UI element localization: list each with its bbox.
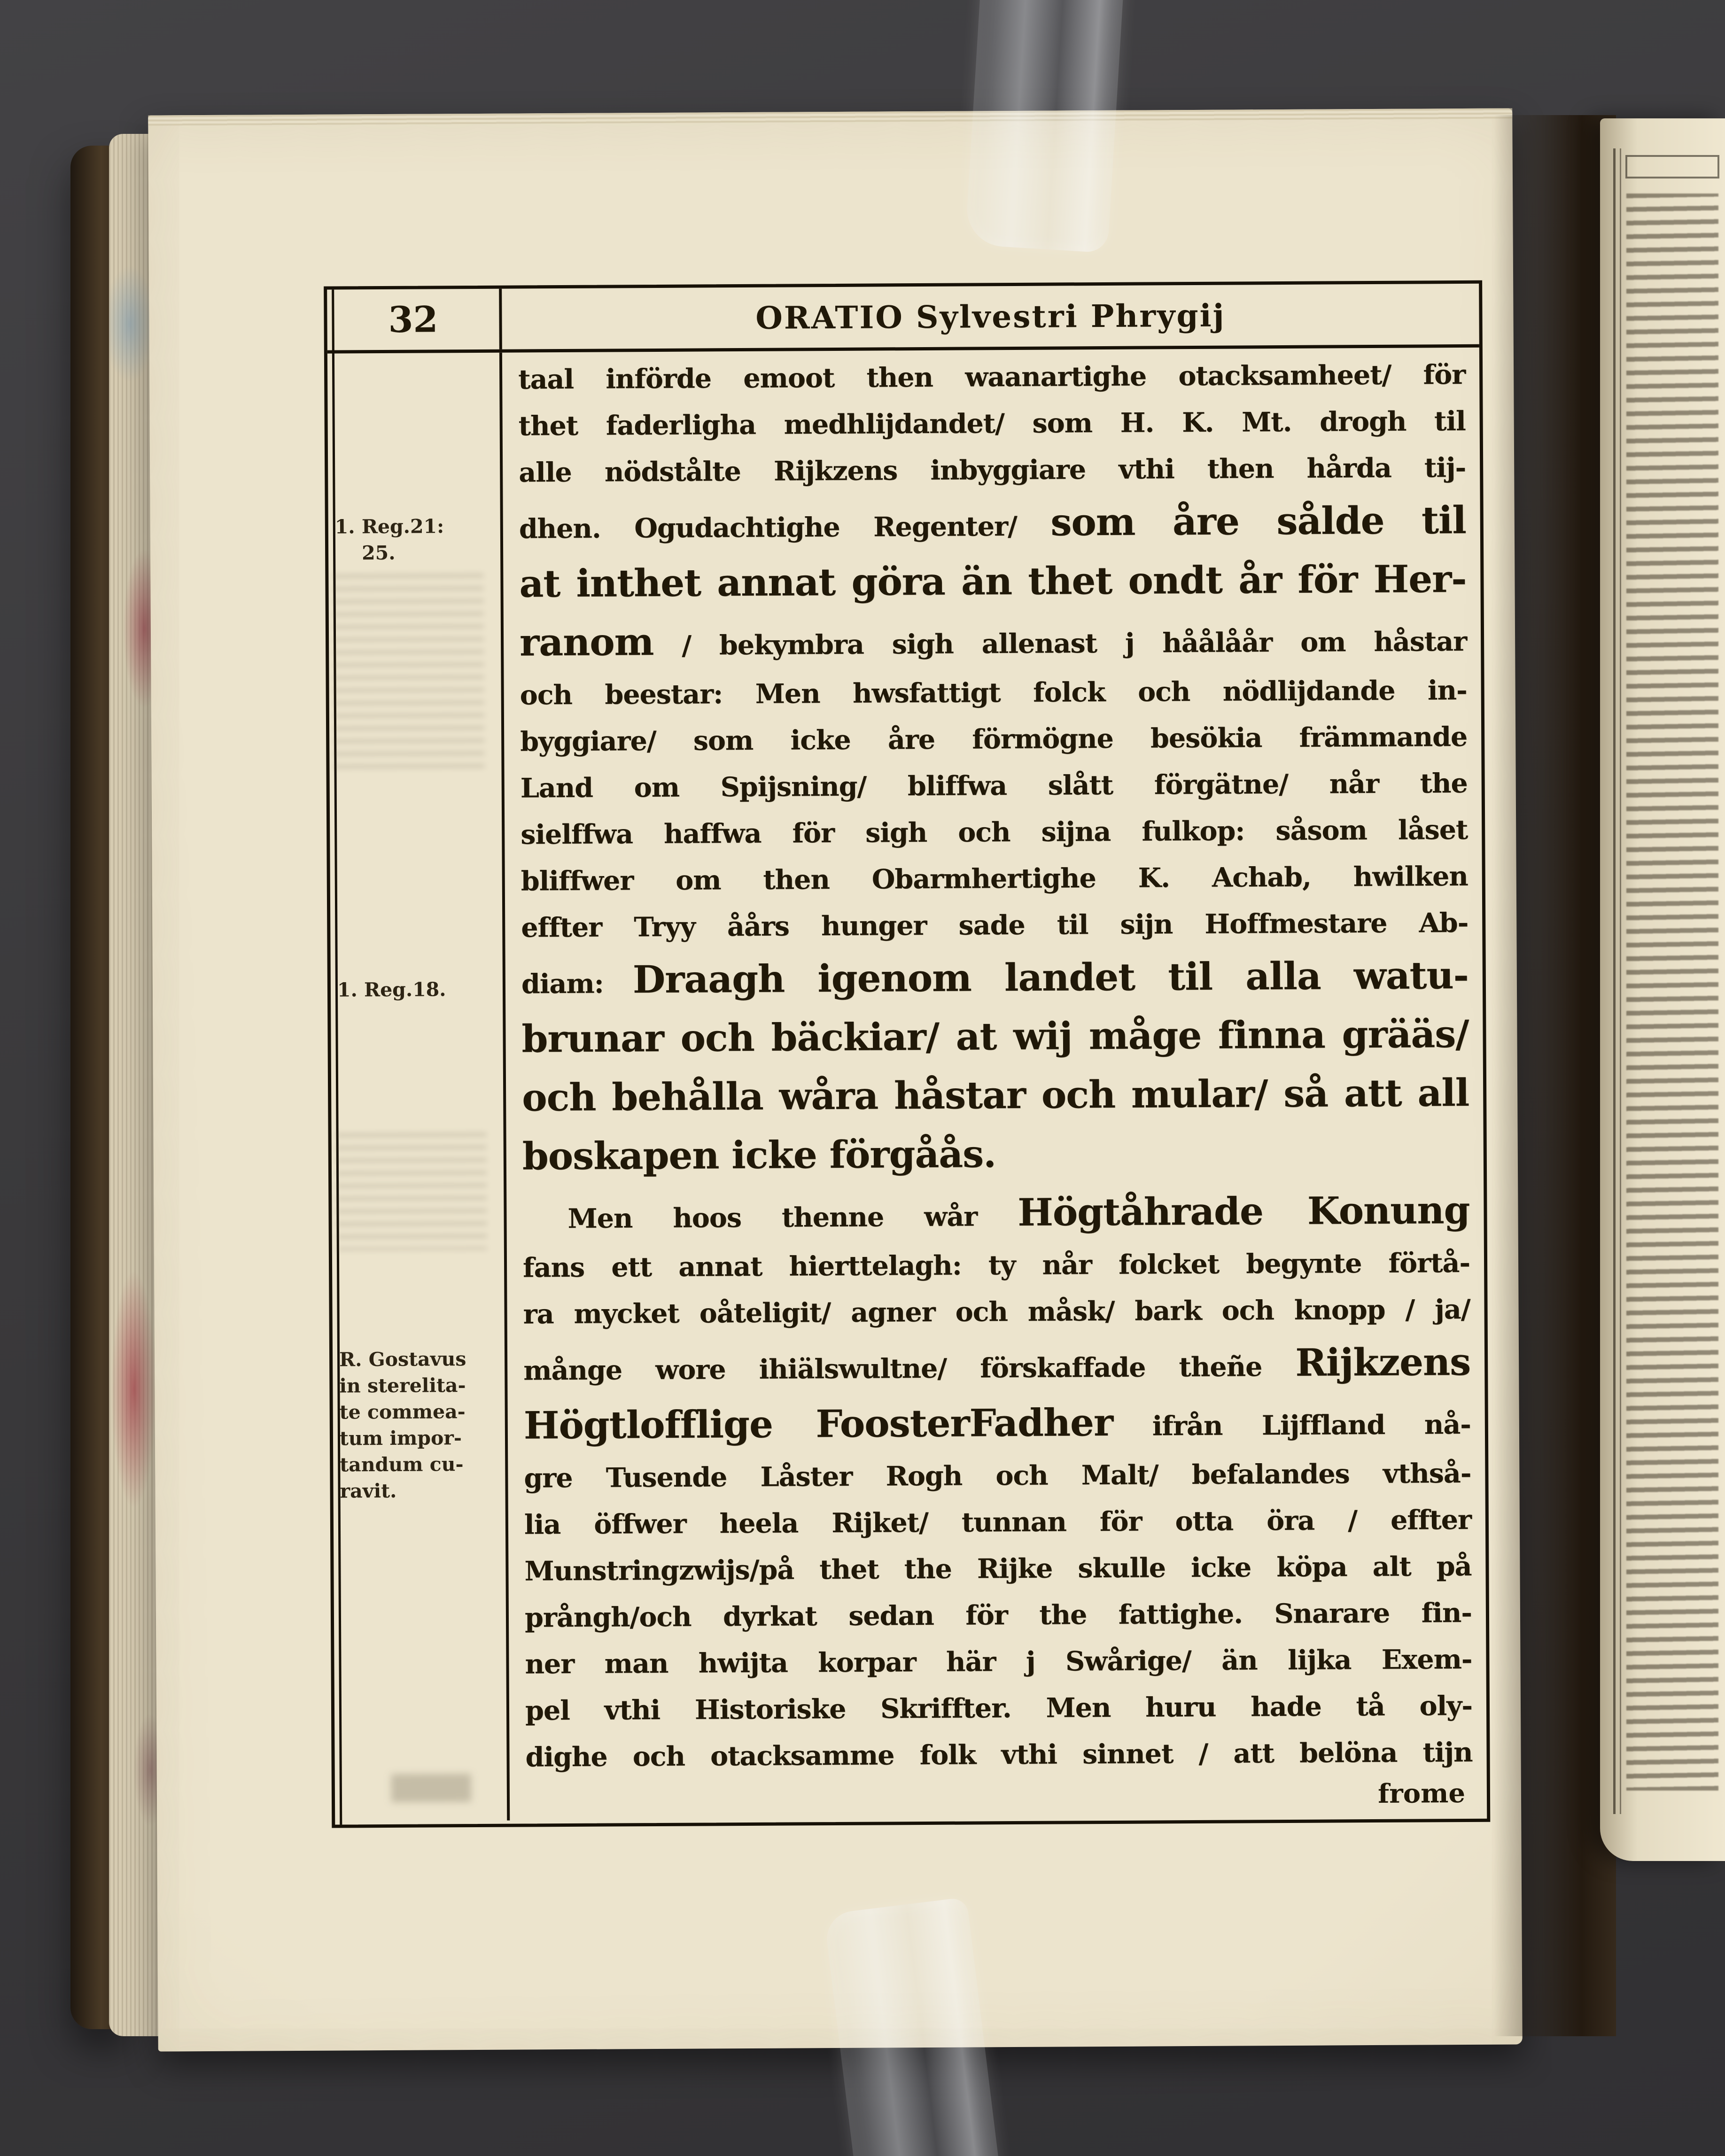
facing-page-text-lines: [1626, 194, 1718, 1791]
body-text-line: [521, 853, 1468, 905]
body-text-line: [522, 1122, 1470, 1186]
body-text-line: [525, 1683, 1472, 1734]
body-text-segment: ner man hwijta korpar här j Swårige/ än lijka Exem-: [525, 1643, 1472, 1680]
body-text-line: [519, 550, 1467, 613]
body-text-segment: dhen. Ogudachtighe Regenter/: [519, 510, 1051, 545]
body-text-line: [519, 491, 1466, 555]
facing-page-rule: [1620, 148, 1621, 1814]
body-text-line: [524, 1391, 1471, 1455]
body-text-line: [524, 1543, 1471, 1595]
body-text-segment: sielffwa haffwa för sigh och sijna fulkop: såsom låset: [521, 814, 1468, 851]
body-text-segment: som åre sålde til: [1050, 497, 1467, 544]
running-header: [327, 284, 1479, 354]
left-page: [148, 108, 1523, 2051]
body-text-line: [523, 1286, 1470, 1338]
body-text-line: [522, 1181, 1470, 1245]
body-text-line: [522, 1063, 1469, 1127]
body-text-segment: ra mycket oåteligit/ agner och måsk/ bark och knopp / ja/: [523, 1293, 1470, 1330]
body-text-line: [518, 398, 1465, 450]
body-text-segment: dighe och otacksamme folk vthi sinnet / att belöna tijn: [525, 1736, 1473, 1773]
text-frame: [324, 280, 1490, 1828]
body-text-segment: och beestar: Men hwsfattigt folck och nödlijdande in-: [520, 674, 1467, 711]
catchword: frome: [1377, 1778, 1466, 1809]
body-text-segment: pel vthi Historiske Skriffter. Men huru hade tå oly-: [525, 1690, 1473, 1727]
body-text-line: [524, 1450, 1471, 1502]
body-text-line: [525, 1636, 1472, 1688]
body-text-line: [521, 807, 1468, 858]
body-text-line: [520, 608, 1467, 672]
facing-page-rule: [1613, 148, 1616, 1814]
body-text-line: [520, 713, 1467, 765]
body-text-line: [525, 1729, 1472, 1781]
body-text-segment: taal införde emoot then waanartighe otacksamheet/ för: [518, 358, 1466, 396]
body-text-segment: Rijkzens: [1295, 1339, 1471, 1385]
body-text-line: [520, 760, 1467, 812]
header-title: ORATIO Sylvestri Phrygij: [755, 297, 1226, 336]
ink-bleedthrough: [336, 1132, 487, 1251]
body-text-segment: och behålla wåra håstar och mular/ så att all: [521, 1070, 1469, 1120]
body-text-segment: / bekymbra sigh allenast j håålåår om håstar: [653, 625, 1467, 662]
margin-note: 1. Reg.18.: [337, 978, 446, 1001]
body-text-segment: månge wore ihiälswultne/ förskaffade theñe: [523, 1350, 1296, 1387]
body-text-segment: boskapen icke förgåås.: [522, 1132, 996, 1179]
body-text-line: [521, 946, 1469, 1010]
body-text-line: [518, 351, 1465, 403]
body-text-line: [524, 1497, 1471, 1548]
body-text-segment: Högtåhrade Konung: [1017, 1187, 1470, 1234]
body-text-segment: at inthet annat göra än thet ondt år för Her-: [519, 556, 1467, 606]
body-text-segment: effter Tryy åårs hunger sade til sijn Hoffmestare Ab-: [521, 907, 1469, 944]
body-text-segment: bliffwer om then Obarmhertighe K. Achab, hwilken: [521, 860, 1468, 897]
margin-note: 1. Reg.21: 25.: [334, 515, 444, 565]
body-text-segment: alle nödstålte Rijkzens inbyggiare vthi then hårda tij-: [519, 451, 1466, 489]
facing-page-edge: [1600, 118, 1725, 1861]
body-text-segment: gre Tusende Låster Rogh och Malt/ befalandes vthså-: [524, 1457, 1471, 1494]
body-text-segment: prångh/och dyrkat sedan för the fattighe. Snarare fin-: [524, 1597, 1472, 1634]
body-text-segment: fans ett annat hierttelagh: ty når folcket begynte förtå-: [522, 1247, 1470, 1284]
body-text-segment: Men hoos thenne wår: [567, 1200, 1018, 1234]
body-text-line: [521, 900, 1468, 951]
margin-column: [327, 353, 510, 1822]
page-body: [327, 348, 1487, 1822]
body-text-line: [519, 444, 1466, 496]
body-text-segment: lia öffwer heela Rijket/ tunnan för otta öra / effter: [524, 1504, 1472, 1541]
page-number: 32: [327, 289, 502, 350]
body-text-segment: Land om Spijsning/ bliffwa slått förgätne/ når the: [520, 767, 1468, 804]
body-text-segment: Draagh igenom landet til alla watu-: [632, 953, 1469, 1002]
gutter-shadow: [1494, 115, 1616, 2036]
facing-page-header-box: [1625, 155, 1719, 178]
body-text-segment: Munstringzwijs/på thet the Rijke skulle icke köpa alt på: [524, 1550, 1472, 1587]
body-text-segment: thet faderligha medhlijdandet/ som H. K. Mt. drogh til: [518, 405, 1466, 442]
book-cradle-strap-top: [965, 0, 1125, 253]
body-text-segment: Högtlofflige FoosterFadher: [523, 1400, 1113, 1448]
body-text-segment: ifrån Lijffland nå-: [1112, 1408, 1471, 1442]
body-text-line: [521, 1005, 1469, 1069]
body-text-segment: brunar och bäckiar/ at wij måge finna grääs/: [521, 1011, 1469, 1061]
ink-smudge: [391, 1774, 471, 1802]
body-text-line: [523, 1240, 1470, 1291]
body-text-segment: diam:: [521, 968, 633, 1000]
body-text-column: [502, 348, 1487, 1821]
body-text-line: [520, 667, 1467, 719]
margin-note: R. Gostavus in sterelita- te commea- tum impor- tandum cu- ravit.: [339, 1348, 466, 1503]
body-text-segment: byggiare/ som icke åre förmögne besökia främmande: [520, 721, 1468, 758]
body-text-line: [523, 1333, 1471, 1396]
body-text-segment: ranom: [519, 620, 654, 665]
ink-bleedthrough: [333, 574, 484, 776]
body-text-line: [525, 1590, 1472, 1641]
